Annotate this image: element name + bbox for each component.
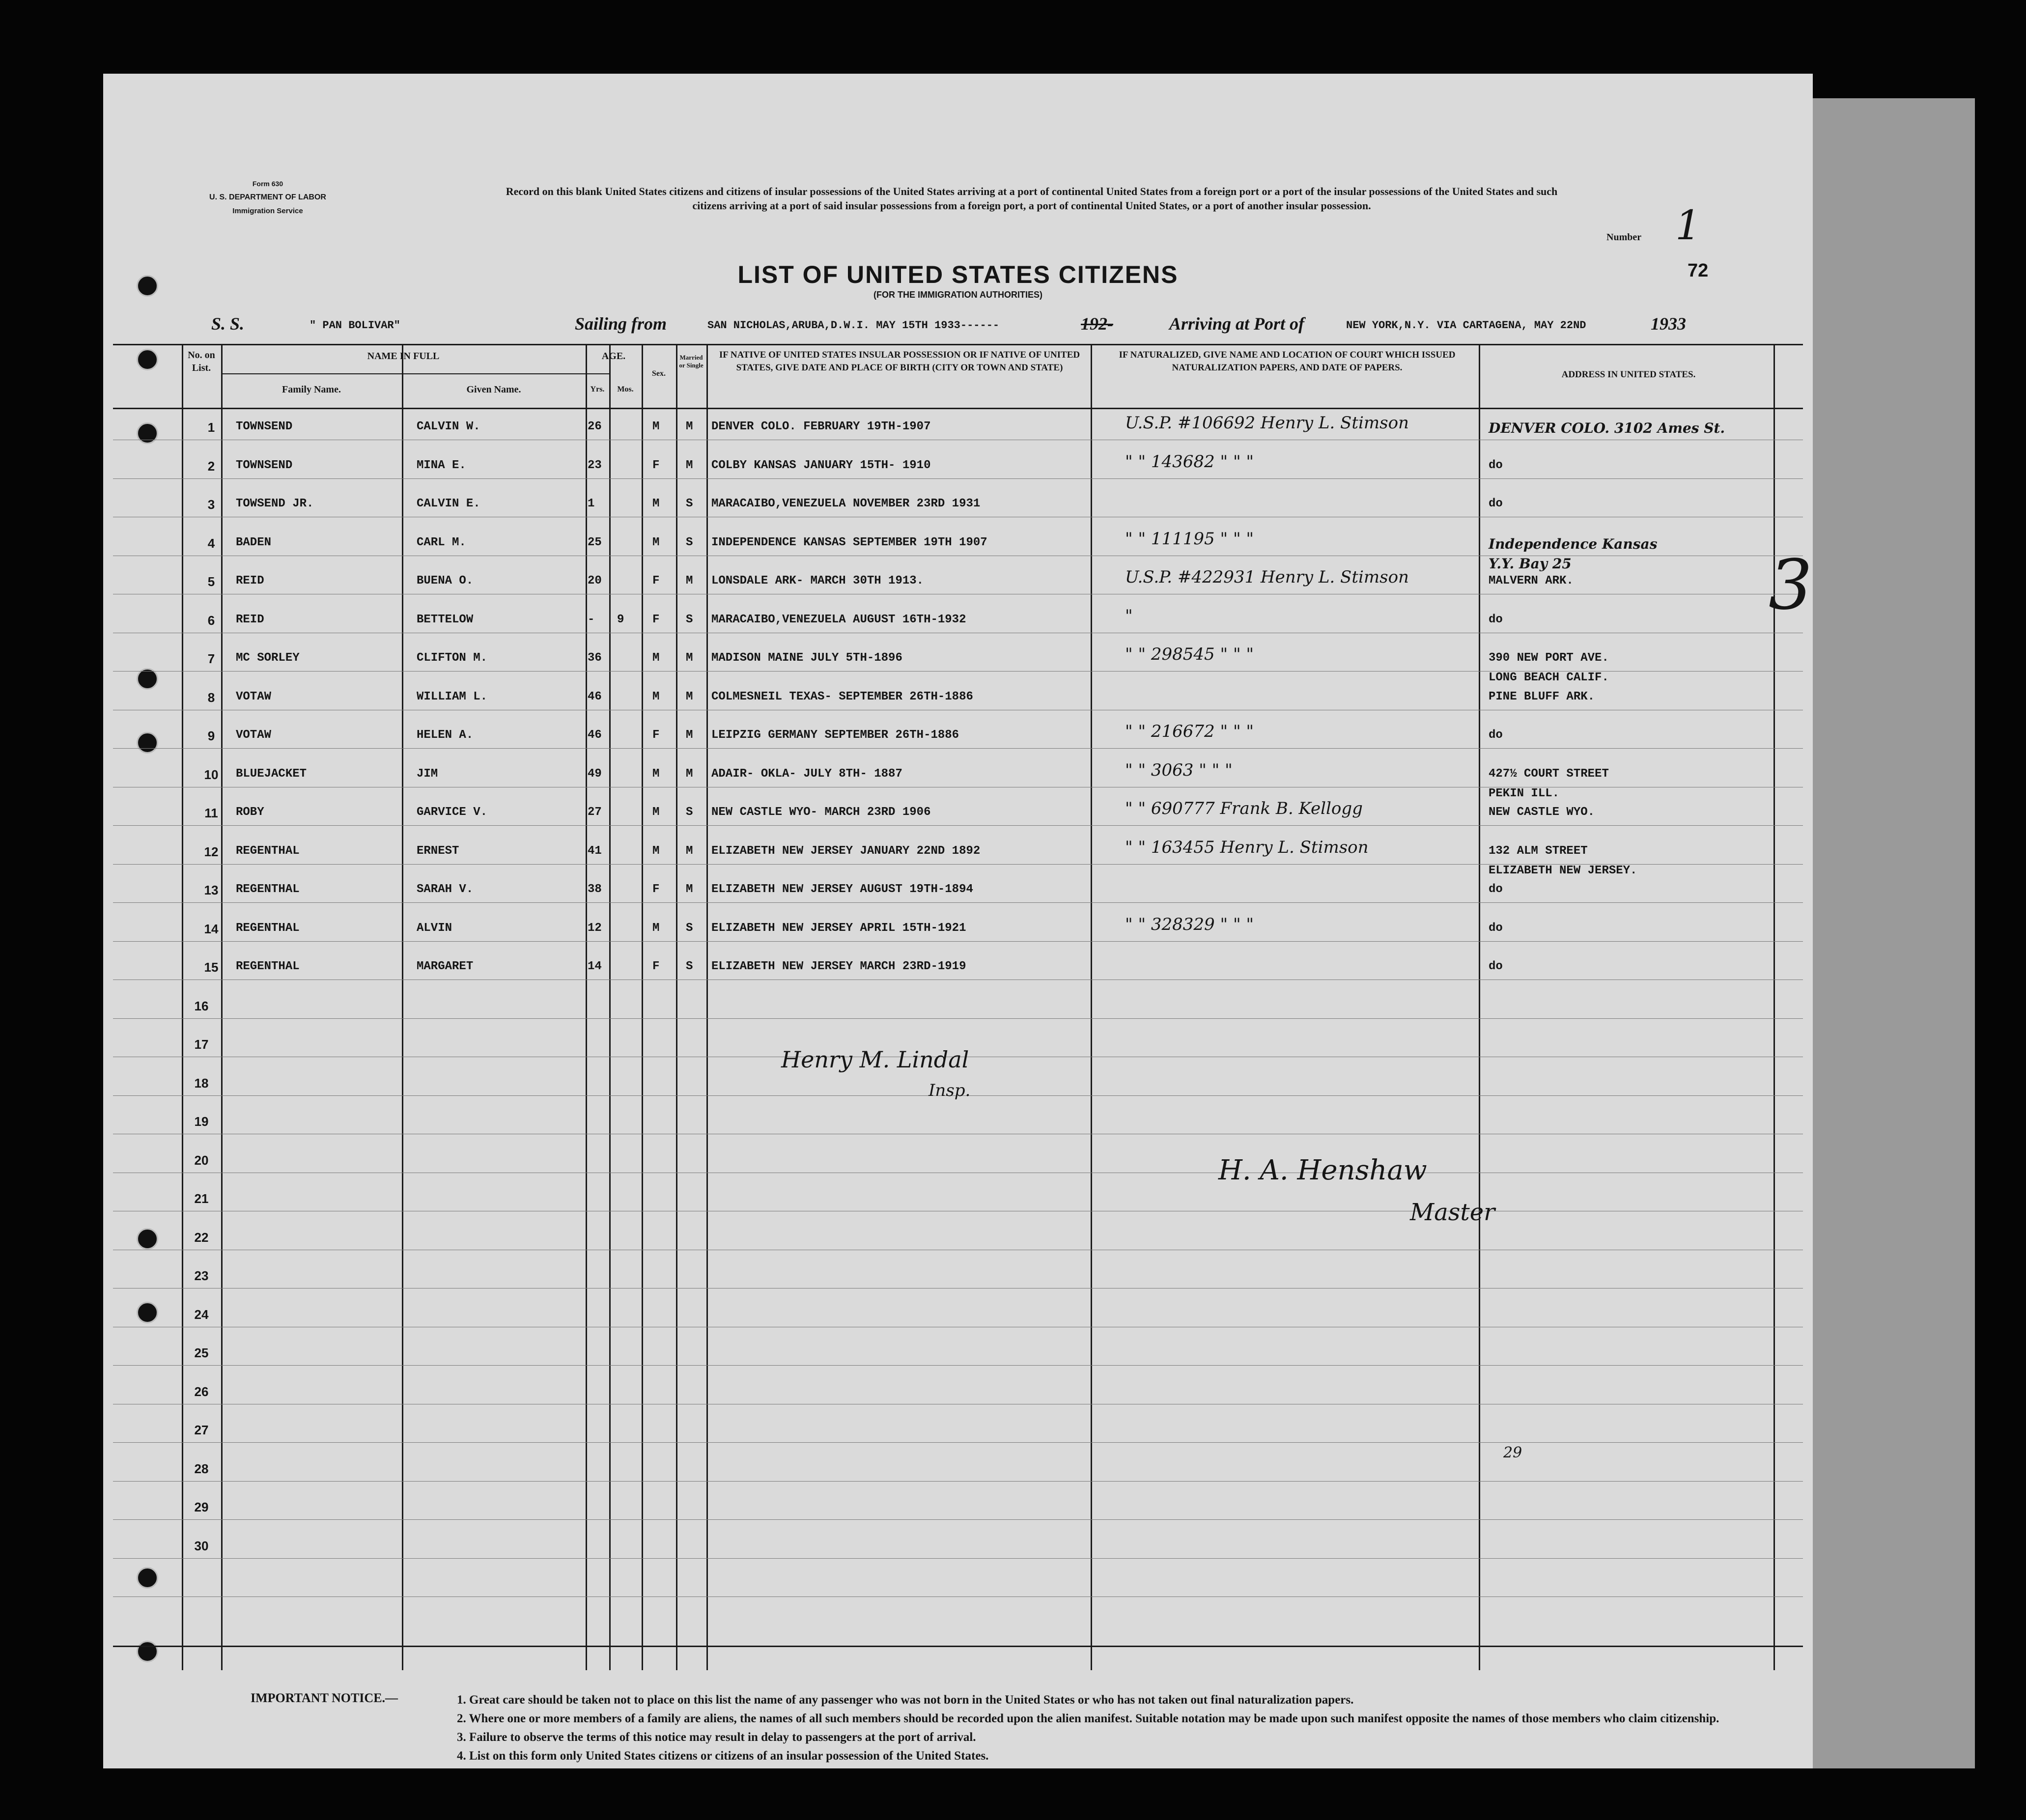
col-header-yrs: Yrs. — [590, 385, 605, 393]
cell-family: REGENTHAL — [236, 921, 300, 935]
cell-no: 4 — [207, 535, 215, 551]
department-name: U. S. DEPARTMENT OF LABOR — [209, 193, 326, 201]
cell-family: BADEN — [236, 535, 272, 549]
form-identifier — [162, 177, 373, 218]
cell-addr2: ELIZABETH NEW JERSEY. — [1489, 864, 1637, 877]
notice-list — [457, 1691, 1744, 1765]
cell-nat: " — [1125, 606, 1133, 626]
cell-addr1: 427½ COURT STREET — [1489, 767, 1609, 781]
cell-addr1: do — [1489, 960, 1503, 973]
cell-no: 6 — [207, 613, 215, 628]
cell-family: TOWNSEND — [236, 458, 293, 472]
cell-addr1: do — [1489, 728, 1503, 742]
cell-sex: F — [652, 458, 660, 472]
cell-no: 8 — [207, 690, 215, 705]
cell-no: 2 — [207, 458, 215, 474]
row-number: 28 — [194, 1461, 209, 1476]
cell-given: BETTELOW — [417, 613, 474, 626]
row-number: 18 — [194, 1075, 209, 1091]
cell-ms: M — [686, 767, 693, 781]
cell-birth: LEIPZIG GERMANY SEPTEMBER 26TH-1886 — [711, 728, 959, 742]
cell-addr2: Y.Y. Bay 25 — [1489, 555, 1572, 572]
form-instructions: Record on this blank United States citizens and citizens of insular possessions of the United States arriving at a port of continental United States from a foreign port or a port of the insular possessions of the United States and such citizens arriving at a port of said insular possessions from a foreign port, a port of continental United States, or a port of another insular possession. — [506, 185, 1558, 212]
row-number: 23 — [194, 1268, 209, 1283]
marginal-note: 29 — [1503, 1444, 1522, 1461]
cell-given: SARAH V. — [417, 883, 474, 896]
cell-ms: S — [686, 921, 693, 935]
cell-given: JIM — [417, 767, 438, 781]
cell-yrs: 46 — [588, 690, 602, 703]
cell-addr1: do — [1489, 613, 1503, 626]
cell-ms: M — [686, 728, 693, 742]
cell-sex: F — [652, 613, 660, 626]
row-number: 25 — [194, 1345, 209, 1360]
cell-nat: " " 216672 " " " — [1125, 722, 1254, 741]
cell-yrs: 14 — [588, 960, 602, 973]
cell-given: BUENA O. — [417, 574, 474, 588]
cell-no: 7 — [207, 651, 215, 666]
number-label: Number — [1606, 232, 1642, 243]
cell-nat: " " 143682 " " " — [1125, 451, 1254, 472]
cell-ms: S — [686, 613, 693, 626]
cell-yrs: 25 — [588, 535, 602, 549]
cell-birth: COLMESNEIL TEXAS- SEPTEMBER 26TH-1886 — [711, 690, 973, 703]
row-number: 19 — [194, 1114, 209, 1129]
cell-no: 15 — [204, 960, 219, 975]
cell-sex: M — [652, 767, 660, 781]
cell-yrs: 23 — [588, 458, 602, 472]
cell-addr2: LONG BEACH CALIF. — [1489, 671, 1609, 684]
cell-addr1: MALVERN ARK. — [1489, 574, 1574, 588]
cell-ms: S — [686, 806, 693, 819]
cell-birth: ELIZABETH NEW JERSEY MARCH 23RD-1919 — [711, 960, 966, 973]
cell-given: MINA E. — [417, 458, 466, 472]
cell-birth: COLBY KANSAS JANUARY 15TH- 1910 — [711, 458, 931, 472]
cell-birth: ADAIR- OKLA- JULY 8TH- 1887 — [711, 767, 902, 781]
notice-item: 4. List on this form only United States citizens or citizens of an insular possession of the United States. — [457, 1749, 989, 1763]
cell-addr2: PEKIN ILL. — [1489, 786, 1560, 800]
ss-label: S. S. — [211, 314, 245, 334]
cell-family: TOWSEND JR. — [236, 497, 314, 510]
cell-family: ROBY — [236, 806, 264, 819]
cell-given: GARVICE V. — [417, 806, 488, 819]
cell-nat: U.S.P. #106692 Henry L. Stimson — [1125, 413, 1409, 433]
cell-nat: " " 690777 Frank B. Kellogg — [1125, 799, 1363, 818]
row-number: 27 — [194, 1423, 209, 1437]
cell-yrs: 46 — [588, 728, 602, 742]
col-header-birth: IF NATIVE OF UNITED STATES INSULAR POSSESSION OR IF NATIVE OF UNITED STATES, GIVE DATE AND PLACE OF BIRTH (CITY OR TOWN AND STATE) — [719, 350, 1080, 373]
cell-addr1: do — [1489, 883, 1503, 896]
manifest-page — [103, 74, 1813, 1768]
cell-birth: ELIZABETH NEW JERSEY APRIL 15TH-1921 — [711, 921, 966, 935]
cell-nat: " " 298545 " " " — [1125, 644, 1254, 664]
cell-ms: S — [686, 960, 693, 973]
document-title: LIST OF UNITED STATES CITIZENS — [737, 261, 1179, 288]
cell-addr1: do — [1489, 921, 1503, 935]
cell-no: 5 — [207, 574, 215, 589]
margin-number: 3 — [1769, 545, 1813, 625]
list-number: 1 — [1675, 202, 1701, 249]
master-title: Master — [1410, 1199, 1495, 1226]
row-number: 17 — [194, 1037, 209, 1052]
cell-given: CALVIN E. — [417, 497, 480, 510]
col-header-family: Family Name. — [282, 384, 341, 395]
cell-ms: M — [686, 574, 693, 588]
cell-given: ERNEST — [417, 844, 459, 858]
cell-family: BLUEJACKET — [236, 767, 307, 781]
cell-given: CARL M. — [417, 535, 466, 549]
col-header-no: No. on List. — [188, 350, 215, 373]
cell-sex: F — [652, 960, 660, 973]
cell-addr1: 390 NEW PORT AVE. — [1489, 651, 1609, 665]
cell-addr1: do — [1489, 458, 1503, 472]
cell-addr1: Independence Kansas — [1489, 535, 1658, 552]
cell-sex: M — [652, 420, 660, 433]
cell-sex: M — [652, 806, 660, 819]
cell-addr1: do — [1489, 497, 1503, 510]
arriving-label: Arriving at Port of — [1169, 314, 1305, 334]
cell-given: WILLIAM L. — [417, 690, 488, 703]
cell-sex: F — [652, 574, 660, 588]
voyage-line — [103, 313, 1813, 343]
cell-addr1: DENVER COLO. 3102 Ames St. — [1489, 420, 1725, 436]
notice-item: 2. Where one or more members of a family are aliens, the names of all such members should be recorded upon the alien manifest. Suitable notation may be made upon such manifest opposite the names of those members who claim citizenship. — [457, 1712, 1719, 1725]
row-number: 20 — [194, 1152, 209, 1168]
cell-given: CALVIN W. — [417, 420, 480, 433]
cell-yrs: 27 — [588, 806, 602, 819]
master-signature: H. A. Henshaw — [1218, 1154, 1427, 1186]
notice-item: 3. Failure to observe the terms of this notice may result in delay to passengers at the port of arrival. — [457, 1731, 976, 1744]
col-header-address: ADDRESS IN UNITED STATES. — [1561, 369, 1696, 380]
cell-addr1: PINE BLUFF ARK. — [1489, 690, 1595, 703]
cell-ms: M — [686, 651, 693, 665]
col-header-married: Married or Single — [679, 354, 703, 369]
cell-family: VOTAW — [236, 728, 272, 742]
cell-birth: LONSDALE ARK- MARCH 30TH 1913. — [711, 574, 924, 588]
cell-sex: F — [652, 883, 660, 896]
row-number: 22 — [194, 1230, 209, 1245]
cell-birth: NEW CASTLE WYO- MARCH 23RD 1906 — [711, 806, 931, 819]
cell-given: MARGARET — [417, 960, 474, 973]
cell-no: 14 — [204, 921, 219, 936]
cell-sex: M — [652, 535, 660, 549]
notice-item: 1. Great care should be taken not to place on this list the name of any passenger who was not born in the United States or who has not taken out final naturalization papers. — [457, 1693, 1354, 1707]
col-header-age: AGE. — [601, 351, 626, 362]
cell-ms: S — [686, 535, 693, 549]
cell-yrs: 38 — [588, 883, 602, 896]
cell-family: REGENTHAL — [236, 844, 300, 858]
cell-addr1: 132 ALM STREET — [1489, 844, 1588, 858]
cell-sex: M — [652, 690, 660, 703]
cell-sex: M — [652, 844, 660, 858]
cell-nat: " " 111195 " " " — [1125, 529, 1254, 549]
sailing-label: Sailing from — [575, 314, 667, 334]
col-header-mos: Mos. — [617, 385, 634, 393]
cell-given: HELEN A. — [417, 728, 474, 742]
arriving-year: 1933 — [1651, 314, 1686, 334]
cell-family: REGENTHAL — [236, 960, 300, 973]
cell-no: 11 — [204, 806, 218, 820]
row-number: 16 — [194, 998, 209, 1013]
cell-no: 13 — [204, 883, 219, 897]
row-number: 21 — [194, 1191, 209, 1206]
cell-ms: M — [686, 844, 693, 858]
cell-family: TOWNSEND — [236, 420, 293, 433]
cell-birth: INDEPENDENCE KANSAS SEPTEMBER 19TH 1907 — [711, 535, 987, 549]
cell-sex: F — [652, 728, 660, 742]
cell-given: ALVIN — [417, 921, 452, 935]
cell-nat: " " 328329 " " " — [1125, 914, 1254, 934]
cell-nat: " " 163455 Henry L. Stimson — [1125, 837, 1369, 857]
cell-birth: ELIZABETH NEW JERSEY AUGUST 19TH-1894 — [711, 883, 973, 896]
cell-no: 3 — [207, 497, 215, 512]
year-prefix: 192- — [1081, 314, 1113, 334]
cell-ms: S — [686, 497, 693, 510]
row-number: 29 — [194, 1500, 209, 1514]
cell-sex: M — [652, 497, 660, 510]
cell-family: REID — [236, 613, 264, 626]
notice-heading: IMPORTANT NOTICE.— — [251, 1691, 398, 1705]
cell-ms: M — [686, 420, 693, 433]
cell-ms: M — [686, 690, 693, 703]
cell-sex: M — [652, 921, 660, 935]
cell-sex: M — [652, 651, 660, 665]
document-subtitle: (FOR THE IMMIGRATION AUTHORITIES) — [873, 290, 1042, 300]
inspector-title: Insp. — [929, 1081, 971, 1100]
cell-no: 12 — [204, 844, 219, 859]
cell-yrs: 12 — [588, 921, 602, 935]
cell-family: REGENTHAL — [236, 883, 300, 896]
cell-birth: MARACAIBO,VENEZUELA AUGUST 16TH-1932 — [711, 613, 966, 626]
cell-no: 1 — [207, 420, 215, 435]
cell-family: REID — [236, 574, 264, 588]
cell-birth: DENVER COLO. FEBRUARY 19TH-1907 — [711, 420, 931, 433]
col-header-naturalized: IF NATURALIZED, GIVE NAME AND LOCATION OF COURT WHICH ISSUED NATURALIZATION PAPERS, AND DATE OF PAPERS. — [1119, 350, 1456, 373]
cell-birth: ELIZABETH NEW JERSEY JANUARY 22ND 1892 — [711, 844, 981, 858]
cell-mos: 9 — [617, 613, 624, 626]
cell-birth: MARACAIBO,VENEZUELA NOVEMBER 23RD 1931 — [711, 497, 981, 510]
row-number: 24 — [194, 1307, 209, 1322]
cell-yrs: 49 — [588, 767, 602, 781]
inspector-signature: Henry M. Lindal — [781, 1046, 969, 1073]
col-header-sex: Sex. — [652, 369, 666, 378]
cell-addr1: NEW CASTLE WYO. — [1489, 806, 1595, 819]
cell-yrs: 41 — [588, 844, 602, 858]
arriving-port: NEW YORK,N.Y. VIA CARTAGENA, MAY 22ND — [1346, 319, 1586, 332]
col-header-given: Given Name. — [466, 384, 521, 395]
cell-ms: M — [686, 883, 693, 896]
form-number: Form 630 — [252, 180, 283, 188]
service-name: Immigration Service — [232, 207, 303, 215]
cell-family: MC SORLEY — [236, 651, 300, 665]
row-number: 30 — [194, 1538, 209, 1553]
row-number: 26 — [194, 1384, 209, 1399]
cell-yrs: - — [588, 613, 595, 626]
sailing-from: SAN NICHOLAS,ARUBA,D.W.I. MAY 15TH 1933------ — [707, 319, 1000, 332]
cell-nat: U.S.P. #422931 Henry L. Stimson — [1125, 567, 1409, 587]
ship-name: " PAN BOLIVAR" — [310, 319, 400, 332]
manifest-table — [113, 344, 1803, 1670]
col-header-name: NAME IN FULL — [367, 351, 440, 362]
cell-birth: MADISON MAINE JULY 5TH-1896 — [711, 651, 902, 665]
cell-yrs: 26 — [588, 420, 602, 433]
cell-no: 9 — [207, 728, 215, 743]
cell-yrs: 20 — [588, 574, 602, 588]
cell-no: 10 — [204, 767, 219, 782]
cell-ms: M — [686, 458, 693, 472]
underlying-page-edge — [1813, 98, 1975, 1768]
cell-yrs: 36 — [588, 651, 602, 665]
cell-yrs: 1 — [588, 497, 595, 510]
page-number: 72 — [1688, 260, 1709, 281]
cell-nat: " " 3063 " " " — [1125, 760, 1233, 780]
cell-family: VOTAW — [236, 690, 272, 703]
cell-given: CLIFTON M. — [417, 651, 488, 665]
